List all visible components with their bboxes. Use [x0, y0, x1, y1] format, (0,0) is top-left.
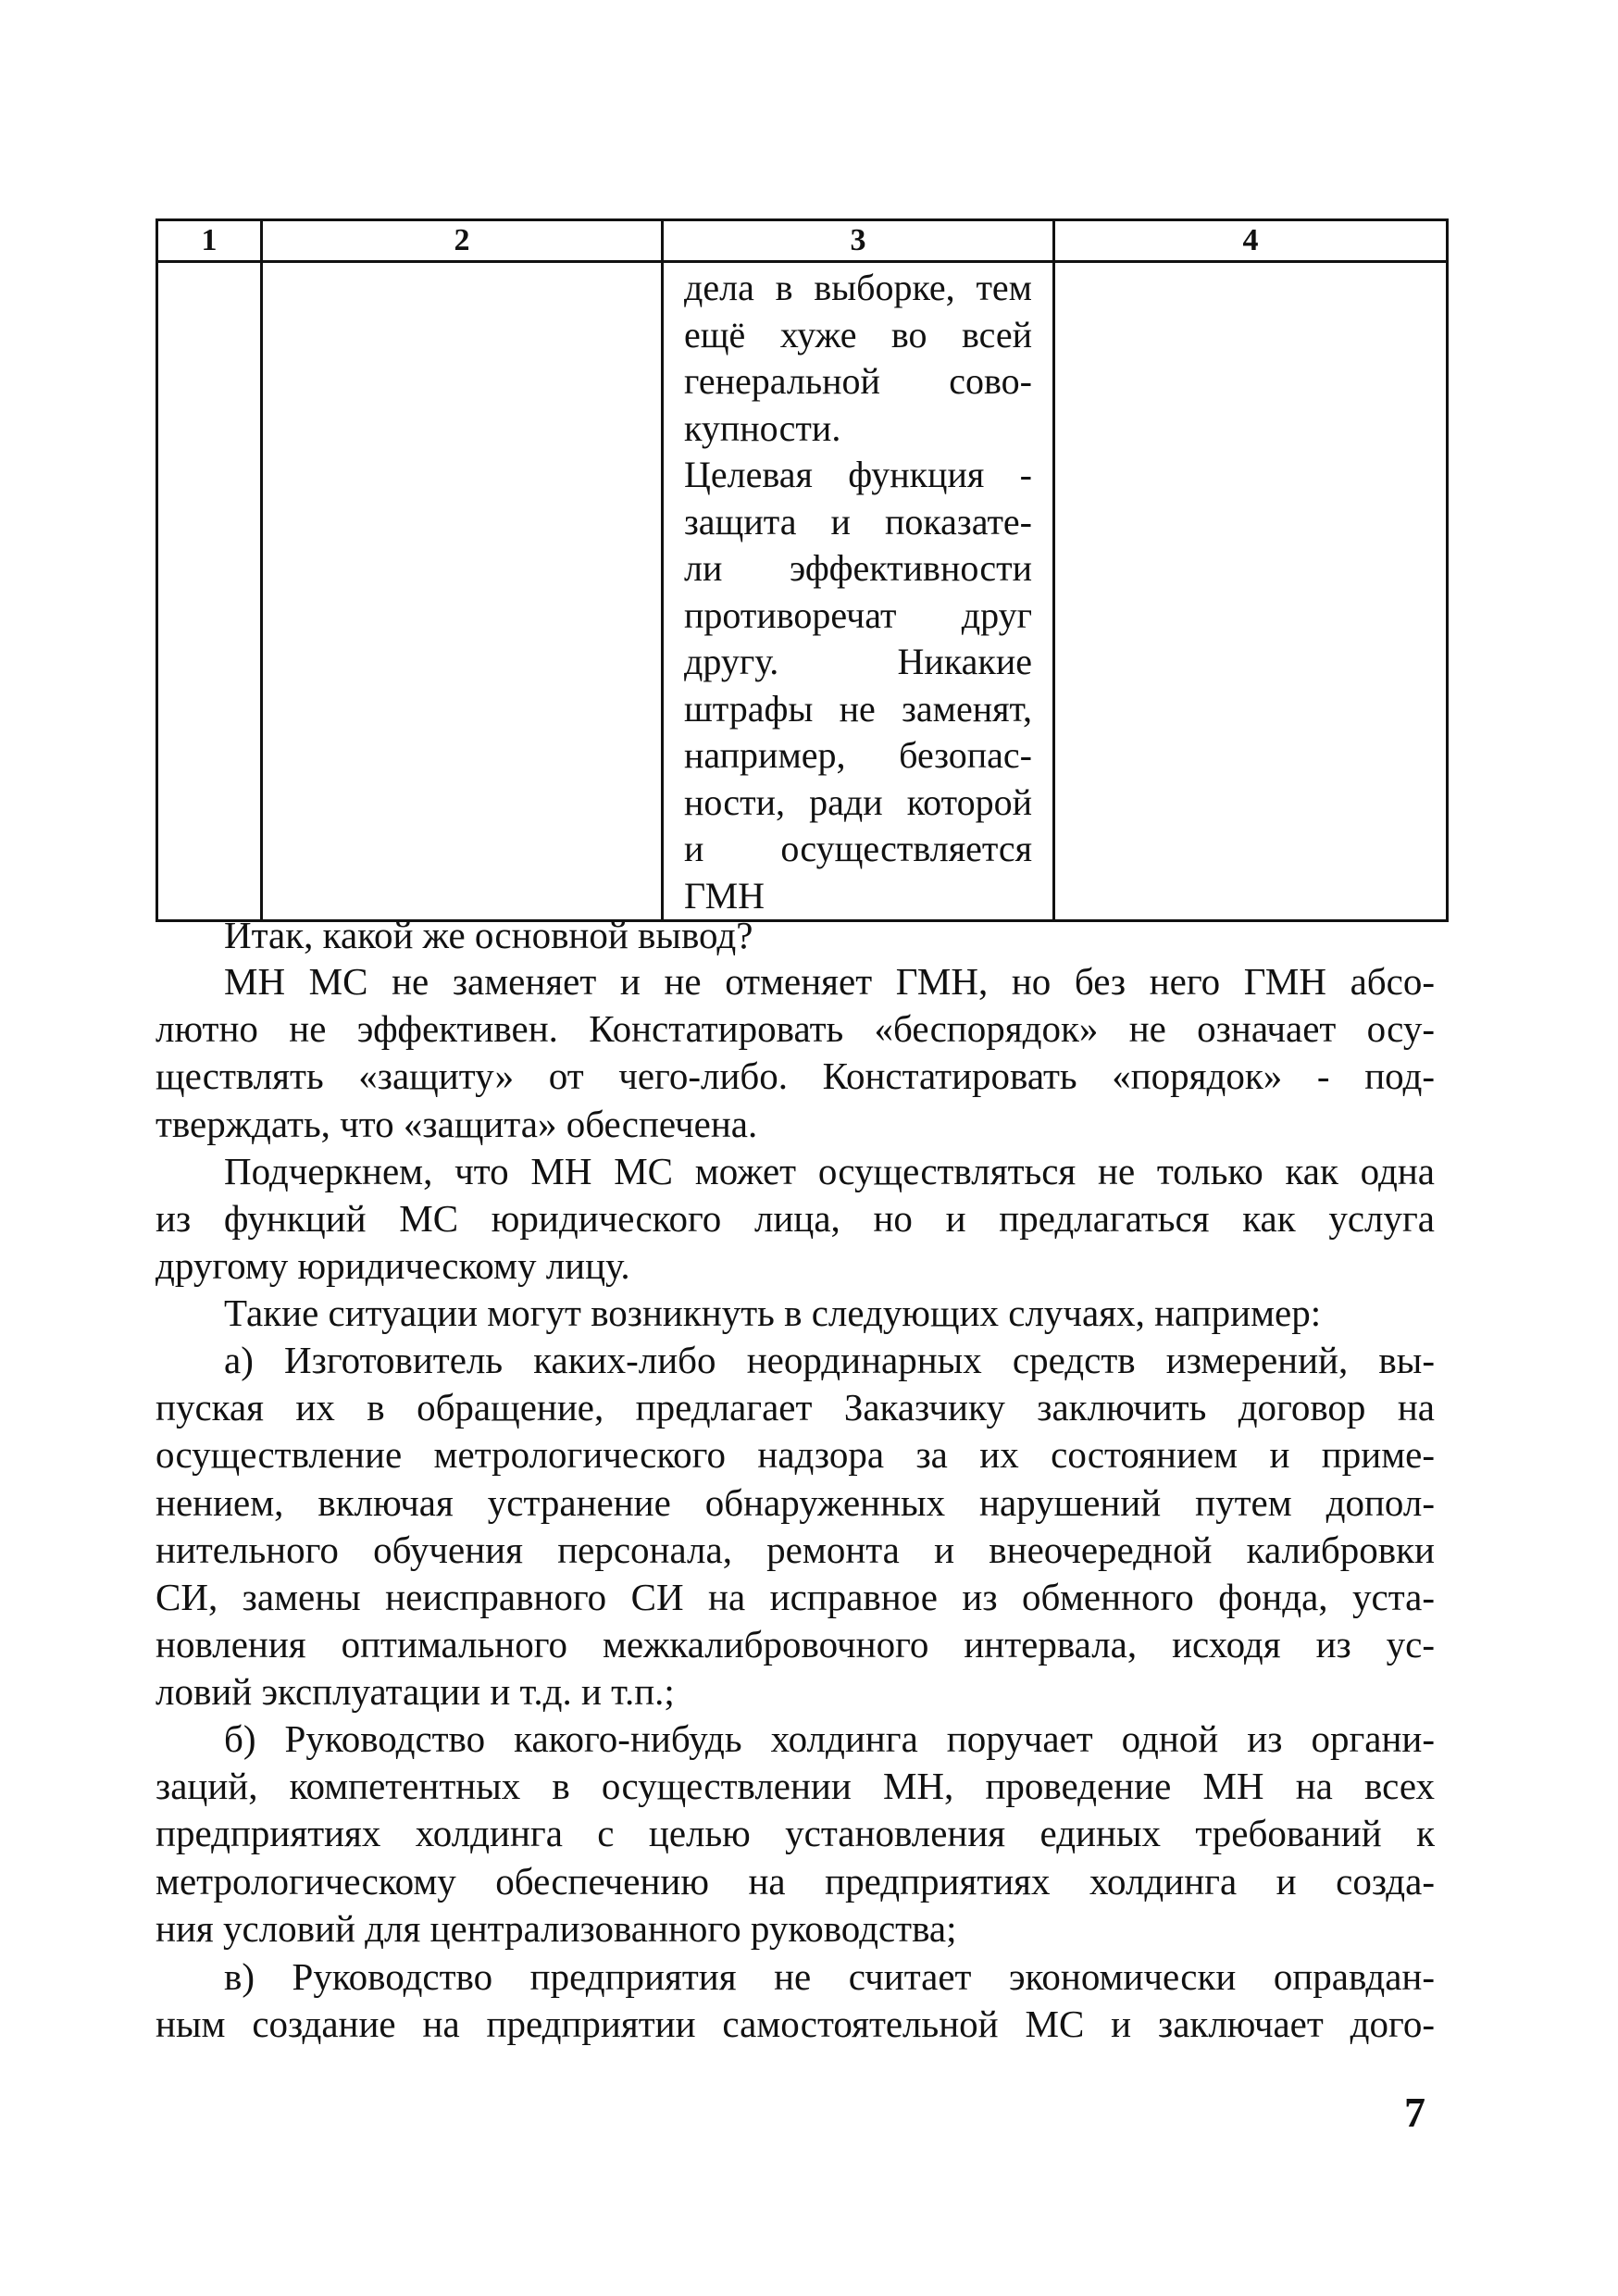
- cell-line: противоречат друг: [684, 593, 1032, 636]
- text-line: тверждать, что «защита» обеспечена.: [156, 1102, 758, 1145]
- text-line: метрологическому обеспечению на предприятиях холдинга и созда-: [156, 1859, 1435, 1903]
- text-line: в) Руководство предприятия не считает экономически оправдан-: [224, 1955, 1435, 1998]
- cell-line: генеральной сово-: [684, 360, 1032, 402]
- text-line: нительного обучения персонала, ремонта и внеочередной калибровки: [156, 1528, 1435, 1571]
- list-item-a: [156, 1337, 1435, 1716]
- table-cell-col-3: [663, 262, 1054, 921]
- table-row: [157, 262, 1448, 921]
- text-line: Подчеркнем, что МН МС может осуществляться не только как одна: [224, 1150, 1435, 1192]
- cell-line: ещё хуже во всей: [684, 313, 1032, 356]
- table-header-col-1: 1: [157, 220, 262, 262]
- text-line: из функций МС юридического лица, но и предлагаться как услуга: [156, 1197, 1435, 1241]
- text-line: б) Руководство какого-нибудь холдинга поручает одной из органи-: [224, 1717, 1435, 1760]
- cell-line: другу. Никакие: [684, 641, 1032, 682]
- text-line: ния условий для централизованного руководства;: [156, 1906, 957, 1950]
- continuation-table: [156, 218, 1449, 922]
- text-line: Такие ситуации могут возникнуть в следующих случаях, например:: [224, 1292, 1322, 1334]
- list-item-b: [156, 1716, 1435, 1953]
- table-cell-col-1: [157, 262, 262, 921]
- table-header-col-2: 2: [262, 220, 663, 262]
- cell-line: ГМН: [684, 874, 765, 917]
- text-line: предприятиях холдинга с целью установления единых требований к: [156, 1812, 1435, 1855]
- cell-line: Целевая функция -: [684, 454, 1032, 495]
- cell-line: дела в выборке, тем: [684, 267, 1032, 308]
- text-line: СИ, замены неисправного СИ на исправное из обменного фонда, уста-: [156, 1576, 1435, 1619]
- text-line: заций, компетентных в осуществлении МН, проведение МН на всех: [156, 1765, 1435, 1808]
- text-line: ществлять «защиту» от чего-либо. Констатировать «порядок» - под-: [156, 1054, 1435, 1098]
- text-line: лютно не эффективен. Констатировать «беспорядок» не означает осу-: [156, 1007, 1435, 1051]
- text-line: новления оптимального межкалибровочного интервала, исходя из ус-: [156, 1623, 1435, 1666]
- text-line: МН МС не заменяет и не отменяет ГМН, но без него ГМН абсо-: [224, 960, 1435, 1003]
- paragraph-main-conclusion: [156, 958, 1435, 1148]
- conclusion-question: Итак, какой же основной вывод?: [224, 914, 753, 956]
- cell-line: ности, ради которой: [684, 780, 1032, 823]
- paragraph-situations-intro: [156, 1290, 1435, 1337]
- table-cell-col-4: [1054, 262, 1448, 921]
- table-header-col-3: 3: [663, 220, 1054, 262]
- paragraph-service: [156, 1148, 1435, 1291]
- list-item-c: [156, 1953, 1435, 2048]
- cell-line: защита и показате-: [684, 500, 1032, 543]
- cell-line: например, безопас-: [684, 734, 1032, 776]
- text-line: а) Изготовитель каких-либо неординарных средств измерений, вы-: [224, 1339, 1435, 1381]
- text-line: ловий эксплуатации и т.д. и т.п.;: [156, 1670, 675, 1714]
- cell-line: ли эффективности: [684, 547, 1032, 589]
- text-line: осуществление метрологического надзора за их состоянием и приме-: [156, 1433, 1435, 1477]
- table-header-col-4: 4: [1054, 220, 1448, 262]
- text-line: другому юридическому лицу.: [156, 1244, 630, 1288]
- table-cell-col-2: [262, 262, 663, 921]
- cell-line: купности.: [684, 406, 841, 449]
- text-line: пуская их в обращение, предлагает Заказчику заключить договор на: [156, 1386, 1435, 1429]
- text-line: ным создание на предприятии самостоятельной МС и заключает дого-: [156, 2003, 1435, 2046]
- page-number: 7: [1404, 2089, 1425, 2136]
- table-header-row: [157, 220, 1448, 262]
- cell-line: штрафы не заменят,: [684, 687, 1032, 730]
- cell-line: и осуществляется: [684, 828, 1032, 869]
- text-line: нением, включая устранение обнаруженных нарушений путем допол-: [156, 1480, 1435, 1524]
